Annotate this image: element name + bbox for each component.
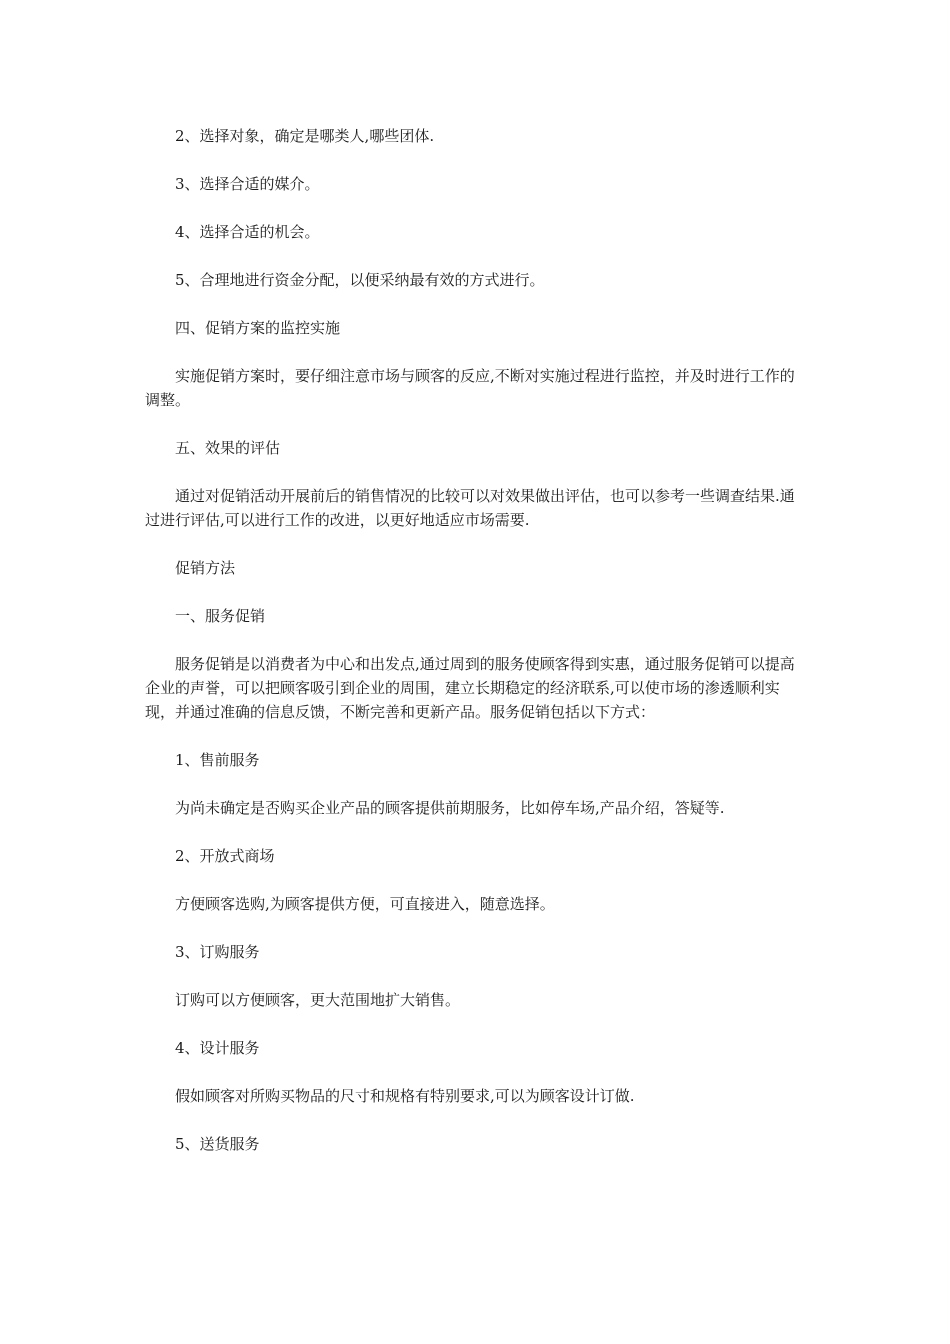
paragraph-open-mall: 方便顾客选购,为顾客提供方便，可直接进入，随意选择。: [175, 895, 555, 913]
paragraph-presale-service: 为尚未确定是否购买企业产品的顾客提供前期服务，比如停车场,产品介绍，答疑等.: [175, 799, 725, 817]
list-item-budget: 5、合理地进行资金分配，以便采纳最有效的方式进行。: [175, 271, 545, 289]
paragraph-design-service: 假如顾客对所购买物品的尺寸和规格有特别要求,可以为顾客设计订做.: [175, 1087, 635, 1105]
section-heading-evaluation: 五、效果的评估: [175, 439, 281, 457]
list-item-delivery-service: 5、送货服务: [175, 1135, 260, 1153]
paragraph-evaluation: 通过对促销活动开展前后的销售情况的比较可以对效果做出评估，也可以参考一些调查结果.通过进行评估,可以进行工作的改进，以更好地适应市场需要.: [145, 487, 795, 529]
section-heading-monitoring: 四、促销方案的监控实施: [175, 319, 341, 337]
list-item-select-timing: 4、选择合适的机会。: [175, 223, 320, 241]
section-heading-service-promotion: 一、服务促销: [175, 607, 266, 625]
paragraph-monitoring: 实施促销方案时，要仔细注意市场与顾客的反应,不断对实施过程进行监控，并及时进行工作的调整。: [145, 367, 795, 409]
list-item-select-target: 2、选择对象，确定是哪类人,哪些团体.: [175, 127, 435, 145]
section-heading-methods: 促销方法: [175, 559, 236, 577]
list-item-order-service: 3、订购服务: [175, 943, 260, 961]
list-item-design-service: 4、设计服务: [175, 1039, 260, 1057]
list-item-presale-service: 1、售前服务: [175, 751, 260, 769]
list-item-select-media: 3、选择合适的媒介。: [175, 175, 320, 193]
paragraph-order-service: 订购可以方便顾客，更大范围地扩大销售。: [175, 991, 461, 1009]
list-item-open-mall: 2、开放式商场: [175, 847, 275, 865]
document-body: [145, 124, 805, 1180]
paragraph-service-promotion: 服务促销是以消费者为中心和出发点,通过周到的服务使顾客得到实惠，通过服务促销可以提高企业的声誉，可以把顾客吸引到企业的周围，建立长期稳定的经济联系,可以使市场的渗透顺利实现，并通过准确的信息反馈，不断完善和更新产品。服务促销包括以下方式：: [145, 655, 795, 721]
